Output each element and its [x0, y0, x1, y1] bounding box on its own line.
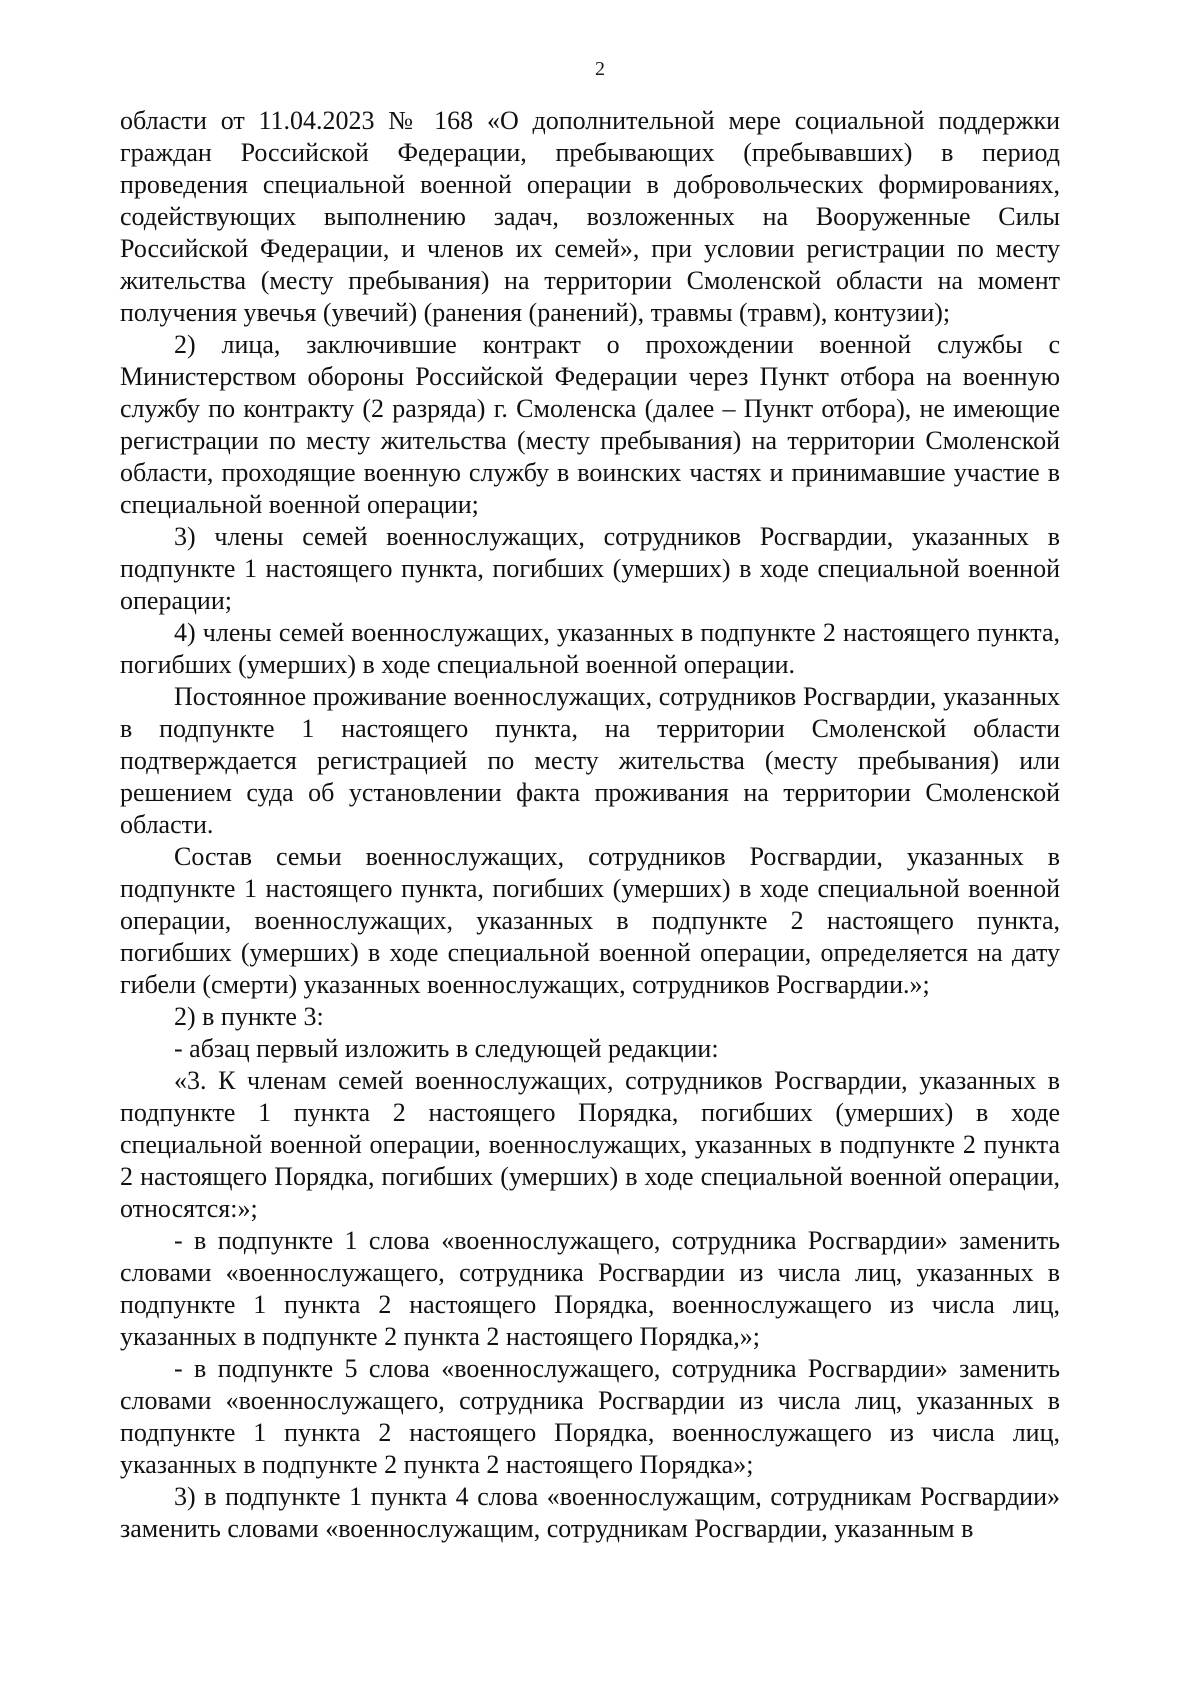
paragraph-item-2: 2) лица, заключившие контракт о прохождении военной службы с Министерством обороны Российской Федерации через Пункт отбора на военную службу по контракту (2 разряда) г. Смоленска (далее – Пункт отбора), не имеющие регистрации по месту жительства (месту пребывания) на территории Смоленской области, проходящие военную службу в воинских частях и принимавшие участие в специальной военной операции;: [120, 330, 1060, 519]
paragraph-continuation: области от 11.04.2023 № 168 «О дополнительной мере социальной поддержки граждан Российской Федерации, пребывающих (пребывавших) в период проведения специальной военной операции в добровольческих формированиях, содействующих выполнению задач, возложенных на Вооруженные Силы Российской Федерации, и членов их семей», при условии регистрации по месту жительства (месту пребывания) на территории Смоленской области на момент получения увечья (увечий) (ранения (ранений), травмы (травм), контузии);: [120, 106, 1060, 327]
paragraph-amendment-2: 2) в пункте 3:: [174, 1002, 324, 1031]
paragraph-subpoint-5-edit: - в подпункте 5 слова «военнослужащего, сотрудника Росгвардии» заменить словами «военнослужащего, сотрудника Росгвардии из числа лиц, указанных в подпункте 1 пункта 2 настоящего Порядка, военнослужащего из числа лиц, указанных в подпункте 2 пункта 2 настоящего Порядка»;: [120, 1354, 1060, 1479]
paragraph-item-4: 4) члены семей военнослужащих, указанных в подпункте 2 настоящего пункта, погибших (умерших) в ходе специальной военной операции.: [120, 618, 1060, 679]
paragraph-residence: Постоянное проживание военнослужащих, сотрудников Росгвардии, указанных в подпункте 1 настоящего пункта, на территории Смоленской области подтверждается регистрацией по месту жительства (месту пребывания) или решением суда об установлении факта проживания на территории Смоленской области.: [120, 682, 1060, 839]
paragraph-subpoint-1-edit: - в подпункте 1 слова «военнослужащего, сотрудника Росгвардии» заменить словами «военнослужащего, сотрудника Росгвардии из числа лиц, указанных в подпункте 1 пункта 2 настоящего Порядка, военнослужащего из числа лиц, указанных в подпункте 2 пункта 2 настоящего Порядка,»;: [120, 1226, 1060, 1351]
document-body: [120, 105, 1060, 1545]
paragraph-item-3: 3) члены семей военнослужащих, сотрудников Росгвардии, указанных в подпункте 1 настоящего пункта, погибших (умерших) в ходе специальной военной операции;: [120, 522, 1060, 615]
paragraph-point-3-text: «3. К членам семей военнослужащих, сотрудников Росгвардии, указанных в подпункте 1 пункта 2 настоящего Порядка, погибших (умерших) в ходе специальной военной операции, военнослужащих, указанных в подпункте 2 пункта 2 настоящего Порядка, погибших (умерших) в ходе специальной военной операции, относятся:»;: [120, 1066, 1060, 1223]
paragraph-amendment-3: 3) в подпункте 1 пункта 4 слова «военнослужащим, сотрудникам Росгвардии» заменить словами «военнослужащим, сотрудникам Росгвардии, указанным в: [120, 1482, 1060, 1543]
paragraph-family-composition: Состав семьи военнослужащих, сотрудников Росгвардии, указанных в подпункте 1 настоящего пункта, погибших (умерших) в ходе специальной военной операции, военнослужащих, указанных в подпункте 2 настоящего пункта, погибших (умерших) в ходе специальной военной операции, определяется на дату гибели (смерти) указанных военнослужащих, сотрудников Росгвардии.»;: [120, 842, 1060, 999]
page-number: 2: [595, 58, 605, 80]
paragraph-first-paragraph-edit: - абзац первый изложить в следующей редакции:: [174, 1034, 719, 1063]
